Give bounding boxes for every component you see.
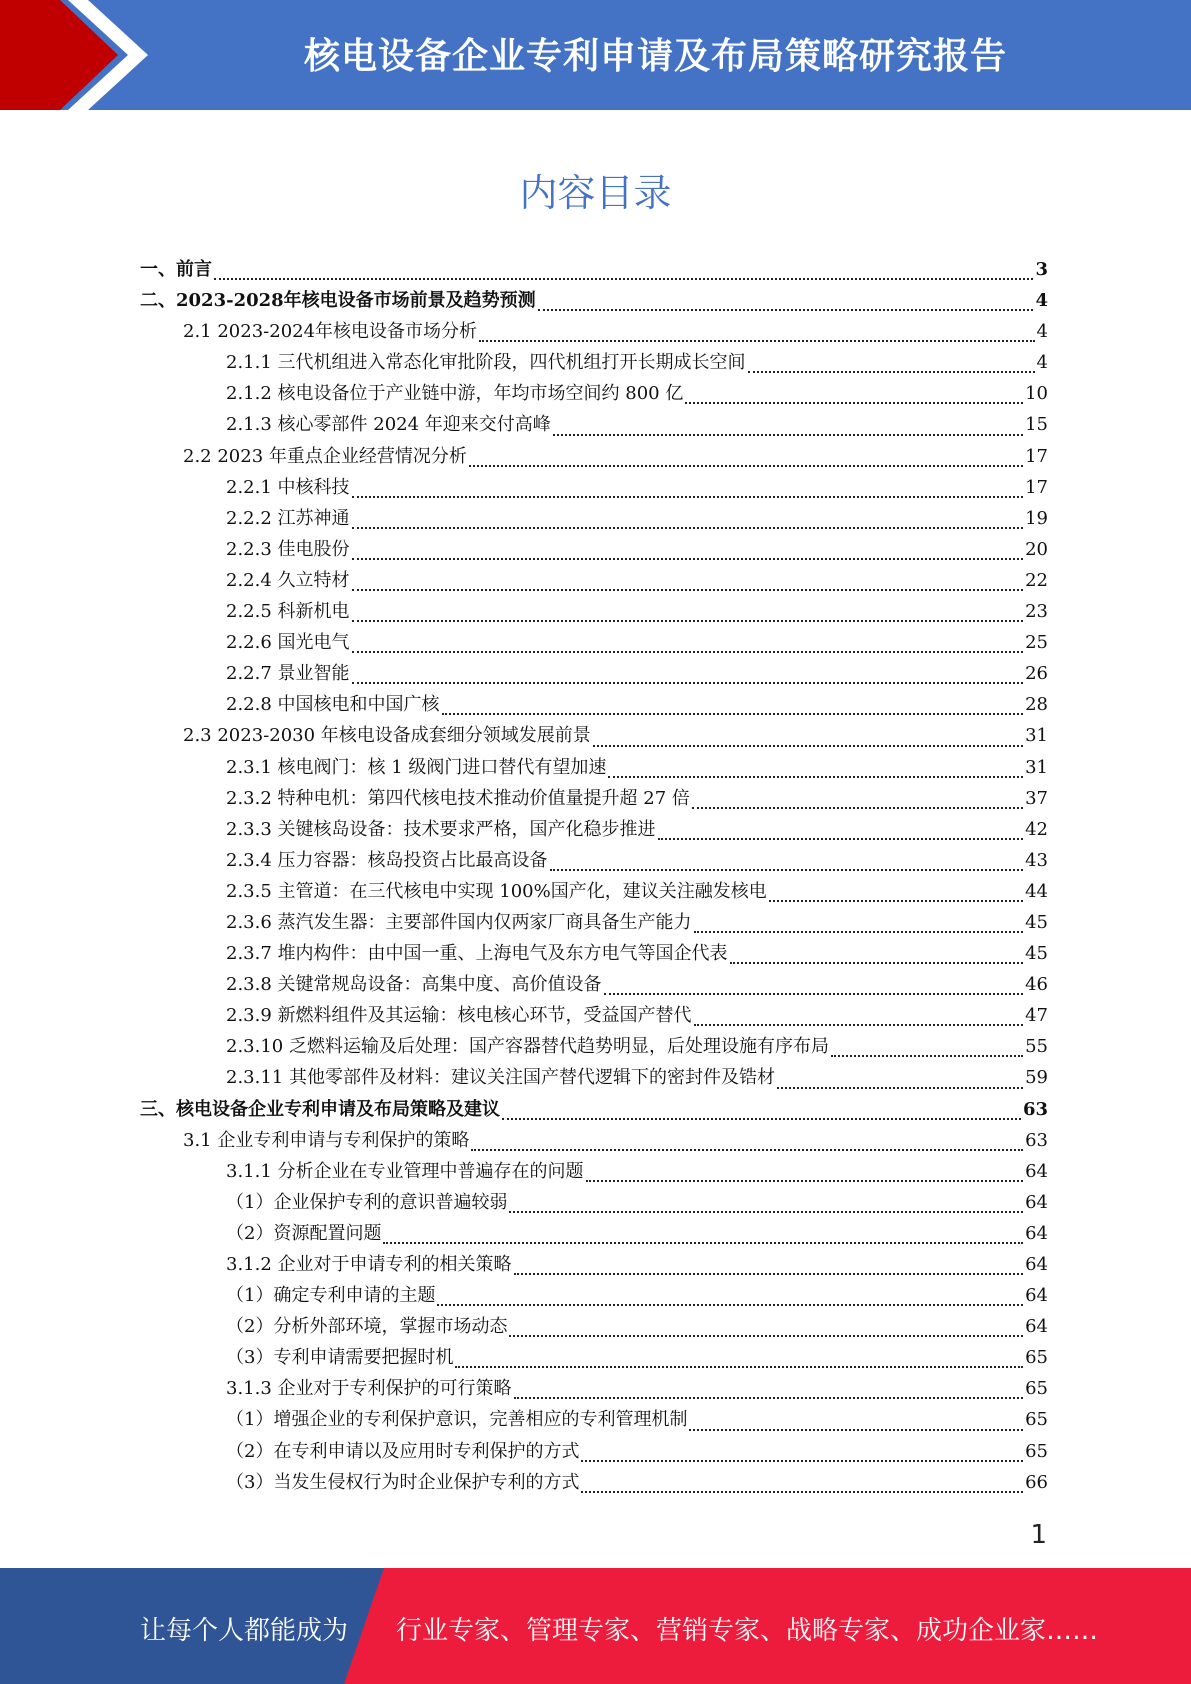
toc-entry[interactable] [140,1218,1048,1249]
toc-entry-page: 17 [1025,445,1048,467]
toc-entry-label: 2.1.3 核心零部件 2024 年迎来交付高峰 [226,414,551,436]
toc-entry[interactable] [140,876,1048,907]
toc-entry-label: 2.2.5 科新机电 [226,601,350,623]
toc-dot-leader [352,682,1024,684]
toc-dot-leader [502,1118,1021,1120]
toc-dot-leader [437,1304,1023,1306]
toc-entry-label: 三、核电设备企业专利申请及布局策略及建议 [140,1098,500,1120]
toc-dot-leader [777,1087,1023,1089]
toc-dot-leader [352,496,1024,498]
toc-dot-leader [581,1491,1023,1493]
toc-entry-label: 3.1 企业专利申请与专利保护的策略 [183,1129,470,1151]
toc-entry[interactable] [140,1373,1048,1404]
toc-entry-page: 17 [1025,476,1048,498]
page-number: 1 [1030,1520,1047,1550]
toc-entry-label: 2.2.3 佳电股份 [226,538,350,560]
toc-dot-leader [692,807,1023,809]
toc-entry[interactable] [140,565,1048,596]
toc-entry-label: 3.1.2 企业对于申请专利的相关策略 [226,1254,512,1275]
toc-entry-page: 26 [1025,663,1048,685]
toc-entry[interactable] [140,1156,1048,1187]
toc-dot-leader [658,838,1024,840]
toc-entry-page: 31 [1025,725,1048,747]
toc-dot-leader [769,900,1023,902]
toc-entry[interactable] [140,938,1048,969]
header-chevron-icon [0,0,160,110]
toc-entry-label: 2.1.2 核电设备位于产业链中游，年均市场空间约 800 亿 [226,383,684,405]
toc-entry-label: 2.3.6 蒸汽发生器：主要部件国内仅两家厂商具备生产能力 [226,911,692,933]
toc-entry[interactable] [140,658,1048,689]
toc-entry-label: （1）确定专利申请的主题 [226,1285,436,1307]
toc-entry-label: 2.2 2023 年重点企业经营情况分析 [183,445,467,467]
toc-entry[interactable] [140,1187,1048,1218]
toc-entry[interactable] [140,1031,1048,1062]
toc-entry-label: 一、前言 [140,259,212,280]
toc-entry-page: 64 [1025,1191,1048,1213]
toc-dot-leader [538,309,1034,311]
toc-entry-page: 44 [1025,880,1048,902]
toc-entry-label: 2.2.6 国光电气 [226,632,350,654]
toc-dot-leader [352,527,1024,529]
toc-entry-page: 19 [1025,507,1048,529]
toc-dot-leader [550,869,1024,871]
toc-entry-page: 65 [1025,1378,1048,1400]
toc-dot-leader [604,993,1024,995]
footer-expert-list: 行业专家、管理专家、营销专家、战略专家、成功企业家…… [396,1616,1099,1646]
toc-dot-leader [479,340,1035,342]
toc-dot-leader [694,931,1024,933]
toc-entry[interactable] [140,1280,1048,1311]
toc-entry-label: （3）专利申请需要把握时机 [226,1347,454,1369]
toc-entry-page: 22 [1025,569,1048,591]
toc-dot-leader [593,745,1023,747]
toc-entry-page: 64 [1025,1316,1048,1338]
toc-entry-label: 2.3.1 核电阀门：核 1 级阀门进口替代有望加速 [226,756,607,778]
toc-entry[interactable] [140,285,1048,316]
toc-entry-page: 31 [1025,756,1048,778]
toc-entry-label: 2.3.5 主管道：在三代核电中实现 100%国产化，建议关注融发核电 [226,880,767,902]
toc-entry-page: 42 [1025,818,1048,840]
toc-dot-leader [730,962,1024,964]
page-header [0,0,1191,110]
toc-entry-page: 66 [1025,1471,1048,1493]
toc-dot-leader [694,1024,1024,1026]
toc-entry-page: 55 [1025,1036,1048,1058]
toc-dot-leader [748,371,1035,373]
toc-entry-page: 4 [1035,290,1048,312]
toc-entry-page: 63 [1022,1098,1048,1120]
toc-entry-page: 65 [1025,1409,1048,1431]
toc-entry[interactable] [140,316,1048,347]
toc-entry-page: 64 [1025,1254,1048,1275]
toc-entry[interactable] [140,347,1048,378]
toc-dot-leader [689,1429,1023,1431]
toc-dot-leader [455,1366,1023,1368]
page-footer [0,1568,1191,1684]
toc-entry-page: 64 [1025,1160,1048,1182]
toc-entry-page: 65 [1025,1440,1048,1462]
toc-entry[interactable] [140,254,1048,285]
toc-entry-label: 2.3 2023-2030 年核电设备成套细分领域发展前景 [183,725,591,747]
table-of-contents [140,254,1048,1498]
toc-entry-page: 64 [1025,1222,1048,1244]
toc-entry-page: 43 [1025,849,1048,871]
toc-entry[interactable] [140,814,1048,845]
toc-entry-label: 2.3.2 特种电机：第四代核电技术推动价值量提升超 27 倍 [226,787,690,809]
toc-entry-label: （3）当发生侵权行为时企业保护专利的方式 [226,1471,580,1493]
toc-entry-page: 63 [1025,1129,1048,1151]
toc-entry-page: 4 [1036,321,1048,343]
toc-entry[interactable] [140,907,1048,938]
toc-entry-page: 10 [1025,383,1048,405]
toc-dot-leader [553,434,1023,436]
toc-dot-leader [581,1460,1023,1462]
toc-entry[interactable] [140,1342,1048,1373]
toc-entry[interactable] [140,969,1048,1000]
toc-dot-leader [442,713,1024,715]
toc-dot-leader [469,465,1023,467]
toc-entry-label: 2.3.3 关键核岛设备：技术要求严格，国产化稳步推进 [226,818,656,840]
toc-entry[interactable] [140,689,1048,720]
toc-entry-page: 45 [1025,943,1048,965]
toc-entry-page: 3 [1035,259,1048,280]
toc-entry-label: 2.1 2023-2024年核电设备市场分析 [183,321,478,343]
toc-entry[interactable] [140,1311,1048,1342]
toc-entry[interactable] [140,441,1048,472]
toc-entry[interactable] [140,1249,1048,1280]
report-title: 核电设备企业专利申请及布局策略研究报告 [303,36,1007,77]
toc-entry[interactable] [140,534,1048,565]
toc-entry-page: 59 [1025,1067,1048,1089]
toc-entry[interactable] [140,1436,1048,1467]
toc-entry-page: 65 [1025,1347,1048,1369]
toc-entry-label: 2.3.11 其他零部件及材料：建议关注国产替代逻辑下的密封件及锆材 [226,1067,775,1089]
toc-dot-leader [608,776,1023,778]
toc-entry[interactable] [140,596,1048,627]
toc-dot-leader [471,1149,1023,1151]
toc-entry-label: （1）增强企业的专利保护意识，完善相应的专利管理机制 [226,1409,688,1431]
toc-entry[interactable] [140,503,1048,534]
toc-entry[interactable] [140,1467,1048,1498]
toc-dot-leader [586,1180,1024,1182]
toc-entry-label: 2.3.9 新燃料组件及其运输：核电核心环节，受益国产替代 [226,1005,692,1027]
toc-entry[interactable] [140,783,1048,814]
toc-entry-label: 2.2.4 久立特材 [226,569,350,591]
toc-entry-label: 2.3.7 堆内构件：由中国一重、上海电气及东方电气等国企代表 [226,943,728,965]
toc-entry-label: 3.1.1 分析企业在专业管理中普遍存在的问题 [226,1160,584,1182]
footer-slogan: 让每个人都能成为 [140,1616,349,1646]
toc-dot-leader [383,1242,1023,1244]
toc-entry-page: 37 [1025,787,1048,809]
toc-entry-label: 2.1.1 三代机组进入常态化审批阶段，四代机组打开长期成长空间 [226,352,746,374]
toc-entry[interactable] [140,1125,1048,1156]
toc-entry[interactable] [140,1000,1048,1031]
toc-entry[interactable] [140,720,1048,751]
toc-entry[interactable] [140,627,1048,658]
toc-entry-page: 47 [1025,1005,1048,1027]
toc-entry-label: 2.2.1 中核科技 [226,476,350,498]
toc-entry-label: 2.2.2 江苏神通 [226,507,350,529]
toc-dot-leader [685,402,1023,404]
toc-dot-leader [831,1055,1023,1057]
toc-entry-label: 2.2.8 中国核电和中国广核 [226,694,440,716]
toc-dot-leader [214,278,1033,280]
toc-entry-label: （2）资源配置问题 [226,1222,382,1244]
toc-entry[interactable] [140,378,1048,409]
toc-dot-leader [509,1335,1023,1337]
toc-entry-label: 2.3.4 压力容器：核岛投资占比最高设备 [226,849,548,871]
toc-entry[interactable] [140,845,1048,876]
toc-entry-label: 2.3.8 关键常规岛设备：高集中度、高价值设备 [226,974,602,996]
toc-entry-page: 4 [1036,352,1048,374]
toc-entry-page: 64 [1025,1285,1048,1307]
toc-entry[interactable] [140,1062,1048,1093]
toc-entry-label: （1）企业保护专利的意识普遍较弱 [226,1191,508,1213]
toc-entry-page: 15 [1025,414,1048,436]
toc-entry-label: 二、2023-2028年核电设备市场前景及趋势预测 [140,290,536,312]
toc-entry[interactable] [140,1404,1048,1435]
toc-entry-label: （2）在专利申请以及应用时专利保护的方式 [226,1440,580,1462]
toc-heading: 内容目录 [519,171,672,215]
toc-dot-leader [352,589,1024,591]
toc-entry-page: 25 [1025,632,1048,654]
toc-entry-label: （2）分析外部环境，掌握市场动态 [226,1316,508,1338]
toc-entry-label: 2.2.7 景业智能 [226,663,350,685]
toc-dot-leader [352,651,1024,653]
toc-entry-page: 28 [1025,694,1048,716]
toc-entry[interactable] [140,472,1048,503]
toc-entry[interactable] [140,1094,1048,1125]
toc-entry-page: 20 [1025,538,1048,560]
toc-entry-label: 2.3.10 乏燃料运输及后处理：国产容器替代趋势明显，后处理设施有序布局 [226,1036,829,1058]
toc-entry[interactable] [140,409,1048,440]
toc-entry-page: 23 [1025,601,1048,623]
toc-dot-leader [514,1273,1024,1275]
toc-entry-label: 3.1.3 企业对于专利保护的可行策略 [226,1378,512,1400]
toc-dot-leader [514,1397,1024,1399]
toc-dot-leader [352,558,1024,560]
toc-dot-leader [352,620,1024,622]
toc-entry[interactable] [140,752,1048,783]
toc-dot-leader [509,1211,1023,1213]
toc-entry-page: 46 [1025,974,1048,996]
toc-entry-page: 45 [1025,911,1048,933]
